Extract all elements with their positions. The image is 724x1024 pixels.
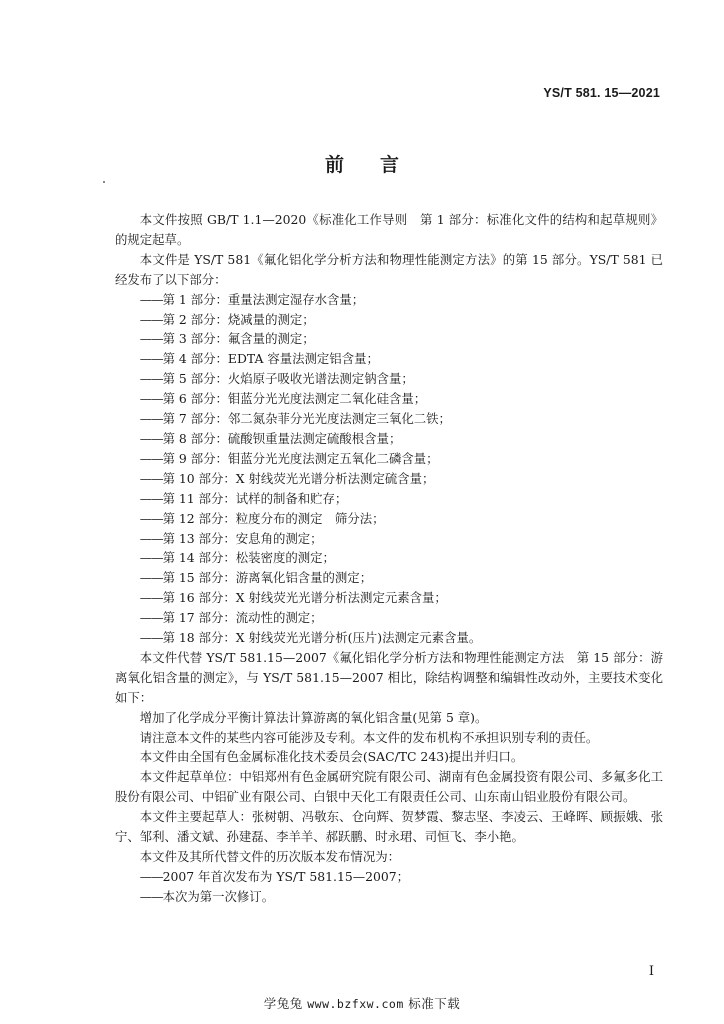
dash-marker: —— <box>139 430 163 446</box>
list-item-text: 第 6 部分：钼蓝分光光度法测定二氧化硅含量； <box>162 391 427 407</box>
list-item <box>115 588 663 608</box>
list-item <box>115 369 663 389</box>
paragraph: 本文件按照 GB/T 1.1—2020《标准化工作导则 第 1 部分：标准化文件的结构和起草规则》的规定起草。 <box>115 212 663 247</box>
paragraph: 本文件代替 YS/T 581.15—2007《氟化铝化学分析方法和物理性能测定方法 第 15 部分：游离氧化铝含量的测定》，与 YS/T 581.15—2007 相比，除结构调整和编辑性改动外，主要技术变化如下： <box>115 649 663 705</box>
list-item-text: 第 3 部分：氟含量的测定； <box>162 331 315 347</box>
list-item-text: 第 15 部分：游离氧化铝含量的测定； <box>162 570 373 586</box>
list-item <box>115 449 663 469</box>
list-item-text: 本次为第一次修订。 <box>162 888 275 904</box>
dash-marker: —— <box>139 411 163 427</box>
list-item <box>115 469 663 489</box>
dash-marker: —— <box>139 868 163 884</box>
list-item-text: 第 2 部分：烧减量的测定； <box>162 311 315 327</box>
list-item <box>115 509 663 529</box>
dash-marker: —— <box>139 371 163 387</box>
paragraph: 本文件主要起草人：张树朝、冯敬东、仓向辉、贺梦霞、黎志坚、李凌云、王峰晖、顾振娥、张宁、邹利、潘文斌、孙建磊、李羊羊、郝跃鹏、时永珺、司恒飞、李小艳。 <box>115 809 663 845</box>
page-title: 前言 <box>324 154 435 176</box>
list-item <box>115 409 663 429</box>
list-item <box>115 867 663 887</box>
paragraph: 增加了化学成分平衡计算法计算游离的氧化铝含量(见第 5 章)。 <box>139 709 488 725</box>
list-item <box>115 310 663 330</box>
paragraph: 请注意本文件的某些内容可能涉及专利。本文件的发布机构不承担识别专利的责任。 <box>139 729 599 745</box>
paragraph: 本文件起草单位：中铝郑州有色金属研究院有限公司、湖南有色金属投资有限公司、多氟多化工股份有限公司、中铝矿业有限公司、白银中天化工有限责任公司、山东南山铝业股份有限公司。 <box>115 769 663 805</box>
dash-marker: —— <box>139 470 163 486</box>
list-item-text: 第 1 部分：重量法测定湿存水含量； <box>162 291 365 307</box>
paragraph: 本文件及其所代替文件的历次版本发布情况为： <box>139 849 400 864</box>
list-item-text: 第 7 部分：邻二氮杂菲分光光度法测定三氧化二铁； <box>162 411 451 427</box>
list-item <box>115 329 663 349</box>
list-item <box>115 548 663 568</box>
footer-watermark <box>0 994 724 1012</box>
list-item-text: 第 9 部分：钼蓝分光光度法测定五氧化二磷含量； <box>162 450 439 466</box>
dash-marker: —— <box>139 630 163 646</box>
dash-marker: —— <box>139 888 163 904</box>
history-list <box>115 867 663 907</box>
list-item-text: 2007 年首次发布为 YS/T 581.15—2007； <box>162 868 410 884</box>
page-number: I <box>648 964 654 979</box>
dash-marker: —— <box>139 610 163 626</box>
dash-marker: —— <box>139 490 163 506</box>
footer-url: www.bzfxw.com <box>307 997 404 1011</box>
dash-marker: —— <box>139 450 163 466</box>
dash-marker: —— <box>139 331 163 347</box>
footer-tagline: 标准下载 <box>408 996 461 1011</box>
list-item <box>115 349 663 369</box>
dash-marker: —— <box>139 530 163 546</box>
foreword-body <box>115 210 663 907</box>
list-item <box>115 568 663 588</box>
list-item-text: 第 10 部分：X 射线荧光光谱分析法测定硫含量； <box>162 470 435 486</box>
dash-marker: —— <box>139 311 163 327</box>
dash-marker: —— <box>139 291 163 307</box>
list-item <box>115 489 663 509</box>
list-item <box>115 887 663 907</box>
standard-code: YS/T 581. 15—2021 <box>543 86 660 100</box>
list-item-text: 第 8 部分：硫酸钡重量法测定硫酸根含量； <box>162 430 402 446</box>
list-item <box>115 429 663 449</box>
dash-marker: —— <box>139 510 163 526</box>
list-item <box>115 389 663 409</box>
dash-marker: —— <box>139 351 163 367</box>
list-item-text: 第 5 部分：火焰原子吸收光谱法测定钠含量； <box>162 371 414 387</box>
list-item <box>115 628 663 648</box>
list-item-text: 第 18 部分：X 射线荧光光谱分析(压片)法测定元素含量。 <box>162 630 482 646</box>
dash-marker: —— <box>139 550 163 566</box>
paragraph: 本文件是 YS/T 581《氟化铝化学分析方法和物理性能测定方法》的第 15 部分。YS/T 581 已经发布了以下部分： <box>115 251 663 287</box>
paragraph: 本文件由全国有色金属标准化技术委员会(SAC/TC 243)提出并归口。 <box>139 749 524 765</box>
list-item <box>115 529 663 549</box>
list-item-text: 第 4 部分：EDTA 容量法测定铝含量； <box>162 351 379 367</box>
list-item-text: 第 14 部分：松装密度的测定； <box>162 550 335 566</box>
dash-marker: —— <box>139 391 163 407</box>
list-item-text: 第 16 部分：X 射线荧光光谱分析法测定元素含量； <box>162 590 447 606</box>
dash-marker: —— <box>139 570 163 586</box>
list-item-text: 第 12 部分：粒度分布的测定 筛分法； <box>162 510 385 526</box>
list-item-text: 第 17 部分：流动性的测定； <box>162 610 323 626</box>
list-item <box>115 290 663 310</box>
list-item-text: 第 13 部分：安息角的测定； <box>162 530 323 546</box>
list-item-text: 第 11 部分：试样的制备和贮存； <box>162 490 348 506</box>
footer-site-name: 学兔兔 <box>263 996 303 1011</box>
dash-marker: —— <box>139 590 163 606</box>
list-item <box>115 608 663 628</box>
scan-speck <box>103 181 105 183</box>
parts-list <box>115 290 663 648</box>
